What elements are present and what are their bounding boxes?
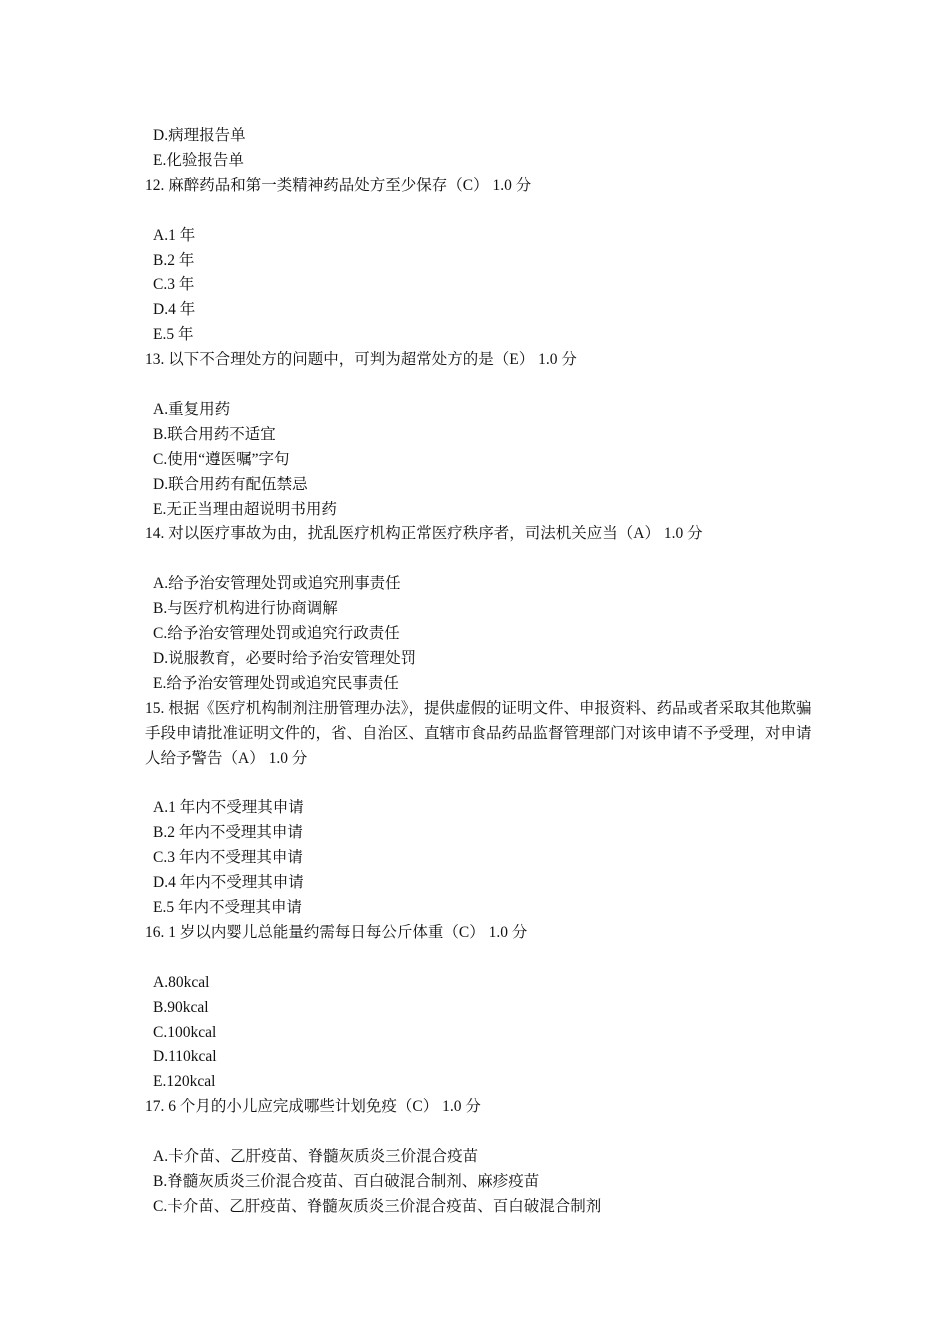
answer-option: A.80kcal [153, 973, 210, 991]
answer-option: A.卡介苗、乙肝疫苗、脊髓灰质炎三价混合疫苗 [153, 1148, 479, 1166]
blank-line [145, 946, 815, 971]
answer-option: E.120kcal [153, 1073, 216, 1091]
answer-option: B.90kcal [153, 998, 209, 1016]
answer-option: C.3 年内不受理其申请 [153, 849, 303, 867]
answer-option: A.1 年内不受理其申请 [153, 799, 304, 817]
blank-line [145, 772, 815, 797]
answer-option: D.4 年 [153, 301, 196, 319]
question-text: 16. 1 岁以内婴儿总能量约需每日每公斤体重（C） 1.0 分 [145, 923, 528, 941]
answer-option: E.5 年 [153, 326, 194, 344]
answer-option: D.病理报告单 [153, 127, 246, 144]
answer-option: B.与医疗机构进行协商调解 [153, 600, 338, 618]
answer-option: C.3 年 [153, 276, 195, 294]
question-text: 15. 根据《医疗机构制剂注册管理办法》，提供虚假的证明文件、申报资料、药品或者采取其他欺骗手段申请批准证明文件的，省、自治区、直辖市食品药品监督管理部门对该申请不予受理，对申请人给予警告（A） 1.0 分 [145, 699, 812, 767]
answer-option: C.使用“遵医嘱”字句 [153, 450, 290, 468]
exam-content [145, 124, 815, 1220]
answer-option: A.给予治安管理处罚或追究刑事责任 [153, 575, 401, 593]
answer-option: A.重复用药 [153, 400, 231, 418]
answer-option: A.1 年 [153, 226, 196, 244]
answer-option: D.说服教育，必要时给予治安管理处罚 [153, 649, 417, 667]
answer-option: B.脊髓灰质炎三价混合疫苗、百白破混合制剂、麻疹疫苗 [153, 1172, 540, 1190]
question-text: 17. 6 个月的小儿应完成哪些计划免疫（C） 1.0 分 [145, 1098, 481, 1116]
blank-line [145, 199, 815, 224]
blank-line [145, 373, 815, 398]
blank-line [145, 1120, 815, 1145]
answer-option: C.卡介苗、乙肝疫苗、脊髓灰质炎三价混合疫苗、百白破混合制剂 [153, 1197, 602, 1215]
blank-line [145, 547, 815, 572]
answer-option: E.化验报告单 [153, 151, 244, 169]
answer-option: B.2 年内不受理其申请 [153, 824, 303, 842]
answer-option: B.联合用药不适宜 [153, 425, 276, 443]
answer-option: C.给予治安管理处罚或追究行政责任 [153, 625, 400, 643]
answer-option: D.110kcal [153, 1048, 217, 1066]
answer-option: D.4 年内不受理其申请 [153, 874, 304, 892]
answer-option: E.无正当理由超说明书用药 [153, 500, 337, 518]
question-text: 13. 以下不合理处方的问题中，可判为超常处方的是（E） 1.0 分 [145, 351, 577, 369]
answer-option: B.2 年 [153, 251, 195, 269]
question-text: 14. 对以医疗事故为由，扰乱医疗机构正常医疗秩序者，司法机关应当（A） 1.0 分 [145, 525, 703, 543]
answer-option: D.联合用药有配伍禁忌 [153, 475, 308, 493]
answer-option: E.给予治安管理处罚或追究民事责任 [153, 674, 399, 692]
question-text: 12. 麻醉药品和第一类精神药品处方至少保存（C） 1.0 分 [145, 176, 532, 194]
answer-option: E.5 年内不受理其申请 [153, 899, 302, 917]
answer-option: C.100kcal [153, 1023, 217, 1041]
